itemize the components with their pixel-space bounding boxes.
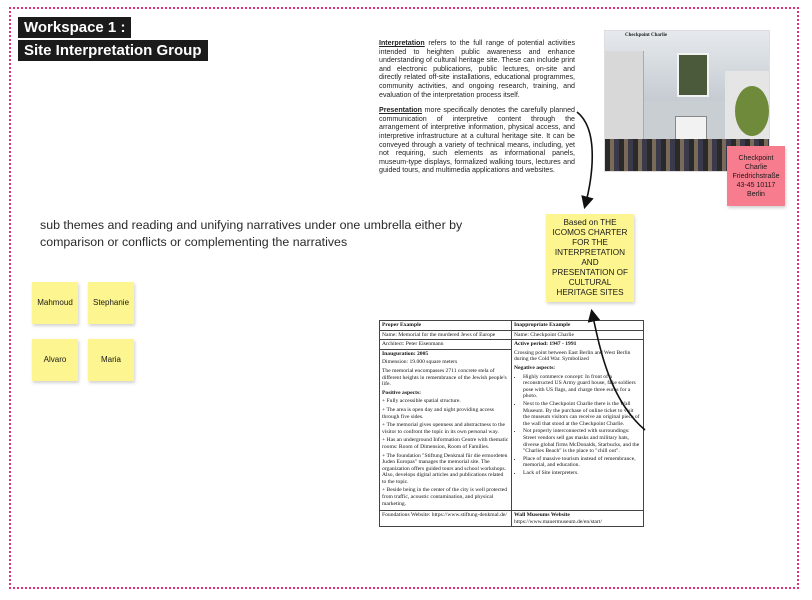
inappropriate-example-header: Inappropriate Example (512, 321, 644, 331)
member-sticky-mahmoud[interactable]: Mahmoud (32, 282, 78, 324)
member-sticky-maria[interactable]: Maria (88, 339, 134, 381)
proper-body-cell (380, 349, 512, 510)
photo-tree (735, 86, 769, 136)
narrative-description[interactable]: sub themes and reading and unifying narratives under one umbrella either by comparison or conflicts or complementing the narratives (40, 218, 463, 249)
photo-soldier-portrait (677, 53, 709, 97)
positive-aspect: + Beside being in the center of the city is well protected from traffic, acoustic contamination, and physical marketing. (382, 487, 508, 507)
negative-aspect: • Not properly interconnected with surroundings: Street vendors sell gas masks and military hats, diverse global firms McDonalds, Starbucks, and the "Charlies Beach" is the place to "chill out". (523, 428, 641, 454)
proper-architect: Architect: Peter Eisenmann (382, 341, 444, 348)
inappropriate-name-cell (512, 330, 644, 340)
positive-aspects-title: Positive aspects: (382, 389, 421, 396)
workspace-subtitle: Site Interpretation Group (18, 40, 208, 61)
positive-aspect: + The foundation "Stiftung Denkmal für die ermordeten Juden Europas" manages the memorial site. The organization offers guided tours and school workshops. Also, develops digital articles and publications related to the topic. (382, 452, 508, 485)
inappropriate-name: Name: Checkpoint Charlie (514, 331, 574, 338)
address-sticky-note[interactable]: Checkpoint Charlie Friedrichstraße 43-45 10117 Berlin (727, 146, 785, 206)
inappropriate-body: Crossing point between East Berlin and West Berlin during the Cold War. Symbolized (514, 349, 631, 363)
proper-website[interactable]: Foundations Website: https://www.stiftung-denkmal.de/ (382, 512, 507, 519)
proper-body: The memorial encompasses 2711 concrete stela of different heights in remembrance of the Jewish people's life. (382, 367, 507, 388)
inappropriate-body-cell (512, 340, 644, 511)
proper-name: Name: Memorial for the murdered Jews of Europe (382, 331, 496, 338)
proper-website-cell (380, 511, 512, 527)
positive-aspect: + Fully accessible spatial structure. (382, 398, 461, 405)
inappropriate-website-label: Wall Museums Website (514, 512, 570, 519)
inappropriate-website[interactable]: https://www.mauermuseum.de/en/start/ (514, 518, 602, 525)
positive-aspect: + The area is open day and night providing access through five sides. (382, 406, 494, 420)
workspace-title: Workspace 1 : (18, 17, 131, 38)
proper-example-header: Proper Example (380, 321, 512, 331)
proper-inauguration: Inauguration: 2005 (382, 350, 429, 357)
interpretation-term: Interpretation (379, 39, 425, 47)
photo-building-left (605, 51, 644, 151)
proper-architect-cell (380, 340, 512, 350)
icomos-charter-sticky-note[interactable]: Based on THE ICOMOS CHARTER FOR THE INTERPRETATION AND PRESENTATION OF CULTURAL HERITAGE SITES (546, 214, 634, 302)
negative-aspect: • Next to the Checkpoint Charlie there is the Wall Museum. By the purchase of online ticket to visit the museum visitors can receive an original piece of the wall that stood at the Checkpoint Charlie. (523, 401, 641, 427)
negative-aspect: • Lack of Site interpreters. (523, 470, 641, 477)
negative-aspects-list (514, 374, 641, 477)
interpretation-text: refers to the full range of potential activities intended to heighten public awareness and enhance understanding of cultural heritage site. These can include print and electronic publications, public lectures, on-site and directly related off-site installations, educational programmes, community activities, and ongoing research, training, and evaluation of the interpretation process itself. (379, 39, 575, 99)
positive-aspect: + The memorial gives openness and abstractness to the visitor to confront the topic in its own personal way. (382, 422, 505, 435)
definition-document[interactable] (379, 39, 575, 182)
positive-aspect: + Has an underground Information Centre with thematic rooms: Room of Dimension, Room of Families. (382, 437, 509, 450)
negative-aspect: • Highly commerce concept: In front of a reconstructed US Army guard house, fake soldiers pose with US flags, and charge three euros for a photo. (523, 374, 641, 400)
member-sticky-alvaro[interactable]: Alvaro (32, 339, 78, 381)
proper-name-cell (380, 330, 512, 340)
negative-aspect: • Place of massive tourism instead of remembrance, memorial, and education. (523, 456, 641, 469)
proper-dimension: Dimension: 19.000 square meters (382, 359, 458, 366)
presentation-paragraph (379, 106, 575, 175)
member-sticky-stephanie[interactable]: Stephanie (88, 282, 134, 324)
inappropriate-website-cell (512, 511, 644, 527)
interpretation-paragraph (379, 39, 575, 99)
presentation-text: more specifically denotes the carefully planned communication of interpretive content through the arrangement of interpretive information, physical access, and interpretive infrastructure at a cultural heritage site. It can be conveyed through a variety of technical means, including, yet not requiring, such elements as informational panels, museum-type displays, formalized walking tours, lectures and guided tours, and multimedia applications and websites. (379, 106, 575, 175)
presentation-term: Presentation (379, 106, 422, 115)
negative-aspects-title: Negative aspects: (514, 364, 556, 371)
photo-caption: Checkpoint Charlie (625, 33, 668, 38)
inappropriate-period: Active period: 1947 - 1991 (514, 341, 577, 348)
comparison-table[interactable] (379, 320, 644, 566)
